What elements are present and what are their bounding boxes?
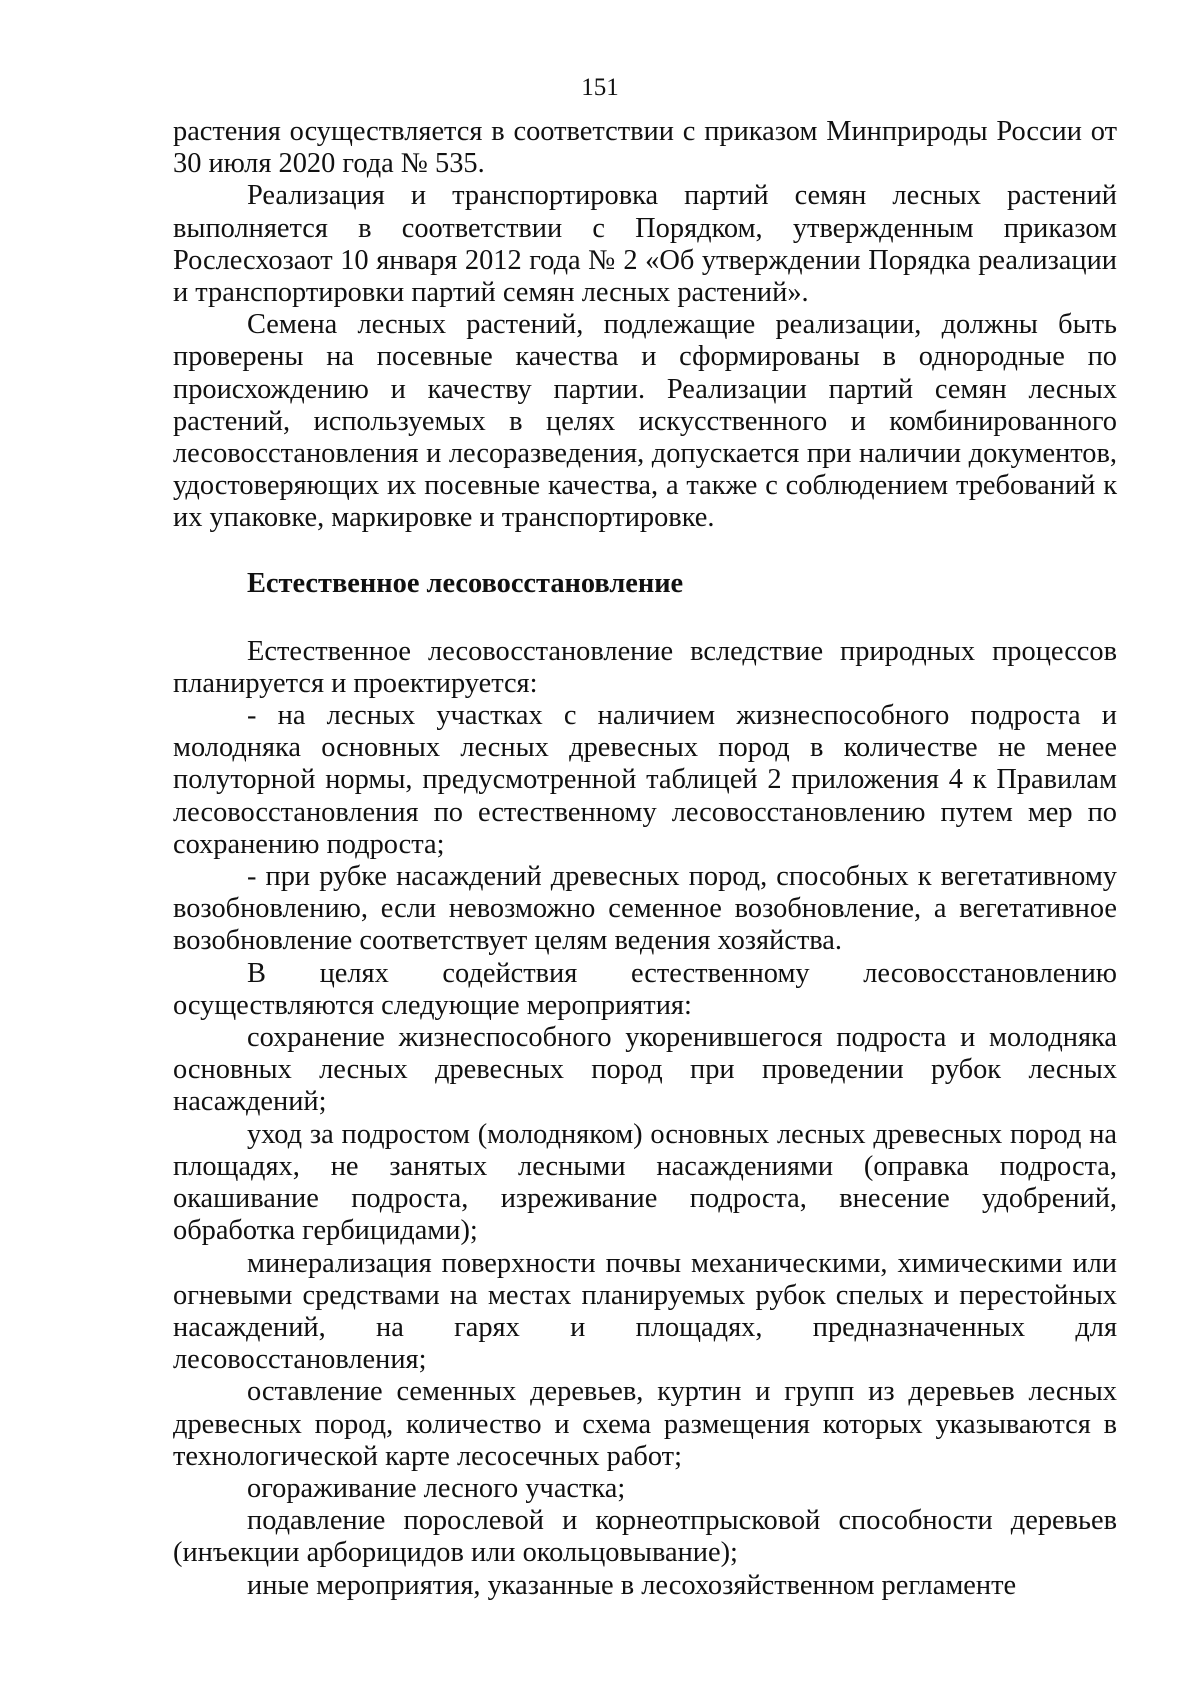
paragraph-natural-restoration-intro: Естественное лесовосстановление вследствие природных процессов планируется и проектируется: (173, 635, 1117, 699)
paragraph-seed-requirements: Семена лесных растений, подлежащие реализации, должны быть проверены на посевные качества и сформированы в однородные по происхождению и качеству партии. Реализации партий семян лесных растений, используемых в целях искусственного и комбинированного лесовосстановления и лесоразведения, допускается при наличии документов, удостоверяющих их посевные качества, а также с соблюдением требований к их упаковке, маркировке и транспортировке. (173, 309, 1117, 534)
paragraph-seed-transport: Реализация и транспортировка партий семян лесных растений выполняется в соответствии с Порядком, утвержденным приказом Рослесхозаот 10 января 2012 года № 2 «Об утверждении Порядка реализации и транспортировки партий семян лесных растений». (173, 180, 1117, 309)
paragraph-assistance-measures-intro: В целях содействия естественному лесовосстановлению осуществляются следующие мероприятия: (173, 957, 1117, 1021)
list-item-natural-restoration: - при рубке насаждений древесных пород, способных к вегетативному возобновлению, если невозможно семенное возобновление, а вегетативное возобновление соответствует целям ведения хозяйства. (173, 861, 1117, 957)
list-item-measure: минерализация поверхности почвы механическими, химическими или огневыми средствами на местах планируемых рубок спелых и перестойных насаждений, на гарях и площадях, предназначенных для лесовосстановления; (173, 1247, 1117, 1376)
list-item-measure: иные мероприятия, указанные в лесохозяйственном регламенте (247, 1569, 1017, 1601)
list-item-measure: огораживание лесного участка; (247, 1472, 626, 1504)
document-body (173, 116, 1117, 1602)
list-item-measure: подавление порослевой и корнеотпрысковой способности деревьев (инъекции арборицидов или окольцовывание); (173, 1505, 1117, 1569)
list-item-natural-restoration: - на лесных участках с наличием жизнеспособного подроста и молодняка основных лесных древесных пород в количестве не менее полуторной нормы, предусмотренной таблицей 2 приложения 4 к Правилам лесовосстановления по естественному лесовосстановлению путем мер по сохранению подроста; (173, 700, 1117, 860)
list-item-measure: оставление семенных деревьев, куртин и групп из деревьев лесных древесных пород, количество и схема размещения которых указываются в технологической карте лесосечных работ; (173, 1376, 1117, 1472)
paragraph-continuation: растения осуществляется в соответствии с приказом Минприроды России от 30 июля 2020 года № 535. (173, 116, 1117, 180)
list-item-measure: сохранение жизнеспособного укоренившегося подроста и молодняка основных лесных древесных пород при проведении рубок лесных насаждений; (173, 1022, 1117, 1118)
section-heading: Естественное лесовосстановление (247, 567, 684, 599)
page-number: 151 (581, 74, 619, 101)
list-item-measure: уход за подростом (молодняком) основных лесных древесных пород на площадях, не занятых лесными насаждениями (оправка подроста, окашивание подроста, изреживание подроста, внесение удобрений, обработка гербицидами); (173, 1118, 1117, 1247)
